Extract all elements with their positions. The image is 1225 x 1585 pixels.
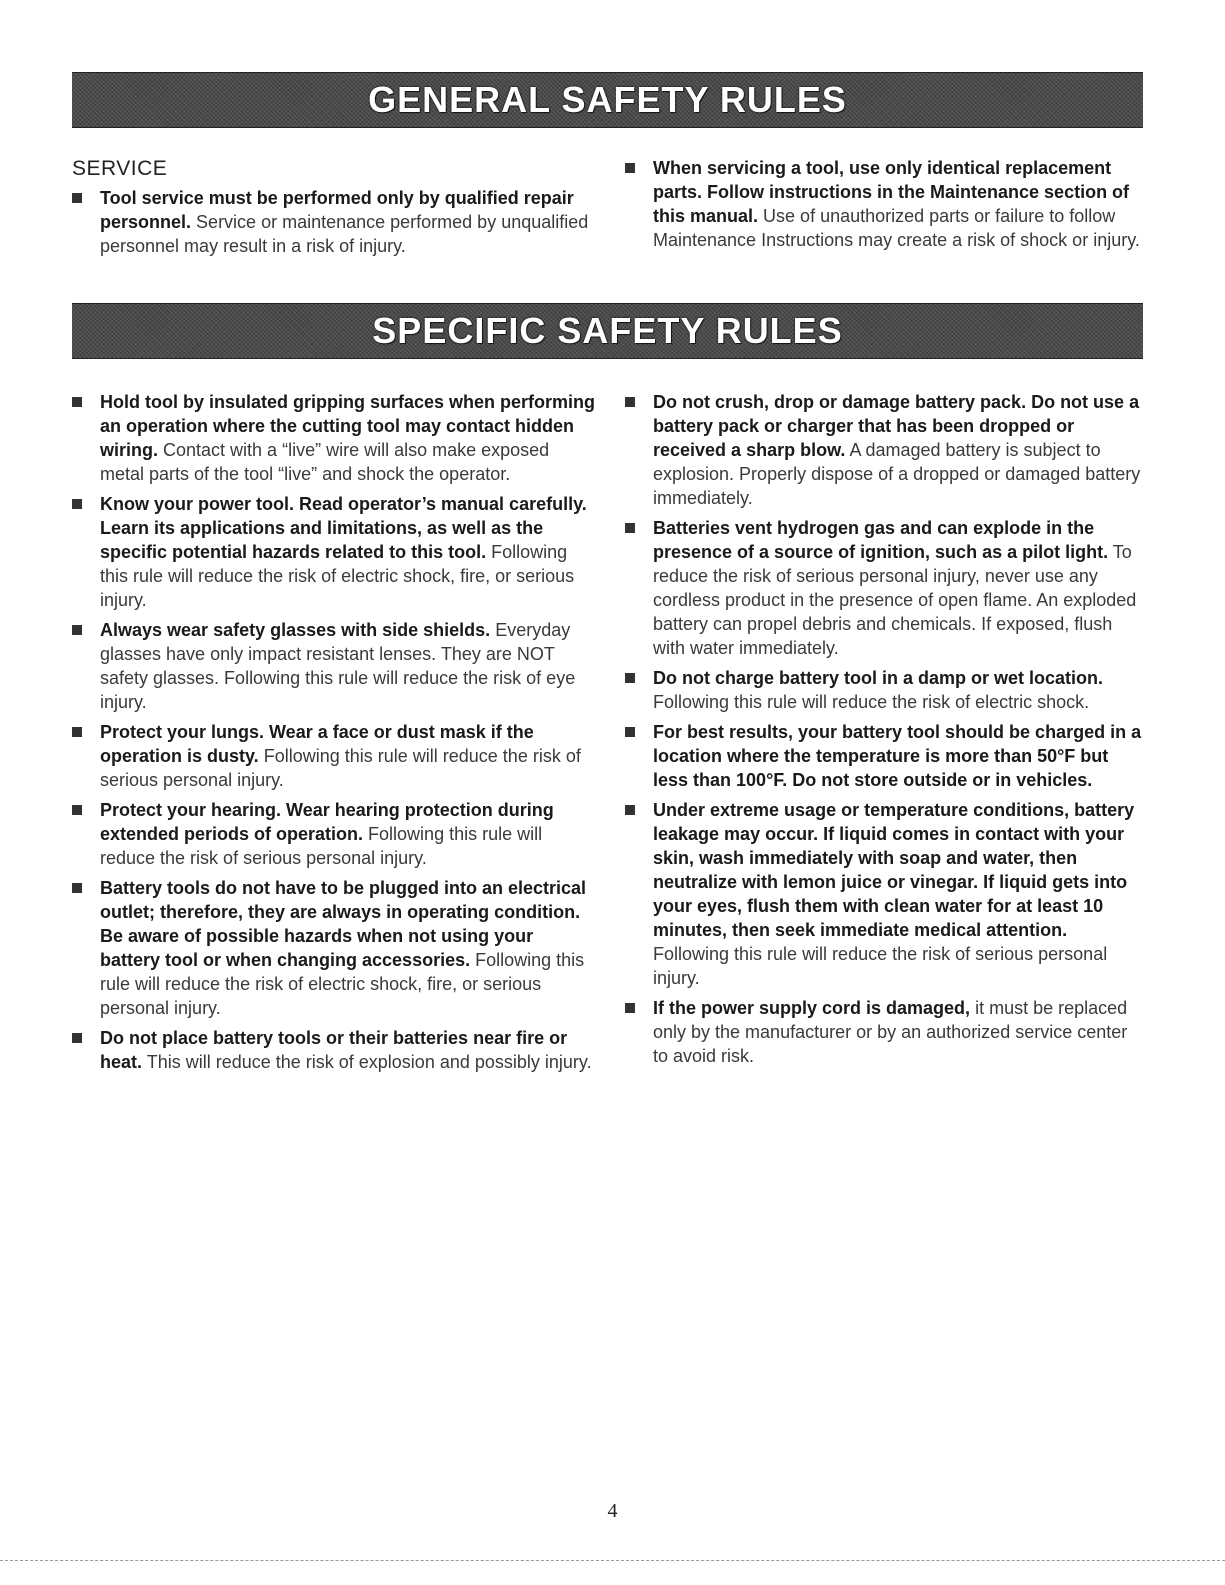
square-bullet-icon (625, 727, 635, 737)
rule-bold-text: Always wear safety glasses with side shields. (100, 620, 491, 640)
rule-body-text: Following this rule will reduce the risk of serious personal injury. (653, 944, 1108, 988)
rule-item (625, 516, 1145, 660)
rule-item (72, 876, 597, 1020)
rule-bold-text: Do not place battery tools or their batteries near fire or heat. (100, 1028, 568, 1072)
square-bullet-icon (72, 397, 82, 407)
rule-bold-text: When servicing a tool, use only identical replacement parts. Follow instructions in the Maintenance section of this manual. (653, 158, 1130, 226)
square-bullet-icon (72, 883, 82, 893)
square-bullet-icon (625, 805, 635, 815)
rule-item (72, 1026, 597, 1074)
rule-item (625, 156, 1145, 252)
specific-safety-rules-banner (72, 303, 1143, 359)
rule-bold-text: Under extreme usage or temperature conditions, battery leakage may occur. If liquid comes in contact with your skin, wash immediately with soap and water, then neutralize with lemon juice or vinegar. If liquid gets into your eyes, flush them with clean water for at least 10 minutes, then seek immediate medical attention. (653, 800, 1135, 940)
specific-rules-left (72, 390, 597, 1074)
square-bullet-icon (72, 625, 82, 635)
rule-item (72, 390, 597, 486)
square-bullet-icon (72, 805, 82, 815)
rule-body-text: This will reduce the risk of explosion and possibly injury. (146, 1052, 592, 1072)
service-column-left (72, 156, 597, 264)
rule-bold-text: Protect your hearing. Wear hearing protection during extended periods of operation. (100, 800, 554, 844)
rule-bold-text: Tool service must be performed only by qualified repair personnel. (100, 188, 574, 232)
rule-item (625, 720, 1145, 792)
service-rules-left (72, 186, 597, 258)
rule-item (625, 390, 1145, 510)
specific-rules-column-left (72, 390, 597, 1080)
square-bullet-icon (625, 1003, 635, 1013)
service-rules-right (625, 156, 1145, 252)
rule-bold-text: Batteries vent hydrogen gas and can explode in the presence of a source of ignition, such as a pilot light. (653, 518, 1109, 562)
rule-body-text: Use of unauthorized parts or failure to follow Maintenance Instructions may create a risk of shock or injury. (653, 206, 1140, 250)
rule-body-text: To reduce the risk of serious personal injury, never use any cordless product in the presence of open flame. An exploded battery can propel debris and chemicals. If exposed, flush with water immediately. (653, 542, 1137, 658)
rule-item (625, 798, 1145, 990)
rule-body-text: Following this rule will reduce the risk of serious personal injury. (100, 746, 581, 790)
rule-body-text: Following this rule will reduce the risk of electric shock. (653, 692, 1090, 712)
rule-body-text: it must be replaced only by the manufacturer or by an authorized service center to avoid risk. (653, 998, 1128, 1066)
rule-body-text: Following this rule will reduce the risk of serious personal injury. (100, 824, 543, 868)
rule-bold-text: If the power supply cord is damaged, (653, 998, 971, 1018)
specific-rules-column-right (625, 390, 1145, 1074)
rule-item (72, 492, 597, 612)
rule-body-text: Contact with a “live” wire will also make exposed metal parts of the tool “live” and shock the operator. (100, 440, 550, 484)
square-bullet-icon (72, 727, 82, 737)
general-safety-rules-title: GENERAL SAFETY RULES (368, 79, 847, 120)
square-bullet-icon (72, 193, 82, 203)
page-number: 4 (607, 1500, 618, 1522)
rule-body-text: Following this rule will reduce the risk of electric shock, fire, or serious personal injury. (100, 950, 585, 1018)
rule-item (72, 720, 597, 792)
rule-bold-text: Protect your lungs. Wear a face or dust mask if the operation is dusty. (100, 722, 534, 766)
square-bullet-icon (625, 163, 635, 173)
square-bullet-icon (625, 673, 635, 683)
rule-body-text: A damaged battery is subject to explosion. Properly dispose of a dropped or damaged battery immediately. (653, 440, 1141, 508)
square-bullet-icon (72, 1033, 82, 1043)
rule-bold-text: Do not charge battery tool in a damp or wet location. (653, 668, 1104, 688)
rule-bold-text: Battery tools do not have to be plugged into an electrical outlet; therefore, they are always in operating condition. Be aware of possible hazards when not using your battery tool or when changing accessories. (100, 878, 587, 970)
specific-rules-right (625, 390, 1145, 1068)
rule-bold-text: Know your power tool. Read operator’s manual carefully. Learn its applications and limitations, as well as the specific potential hazards related to this tool. (100, 494, 587, 562)
rule-body-text: Everyday glasses have only impact resistant lenses. They are NOT safety glasses. Following this rule will reduce the risk of eye injury. (100, 620, 576, 712)
rule-bold-text: Do not crush, drop or damage battery pack. Do not use a battery pack or charger that has been dropped or received a sharp blow. (653, 392, 1140, 460)
rule-item (625, 666, 1145, 714)
square-bullet-icon (625, 523, 635, 533)
rule-item (72, 186, 597, 258)
square-bullet-icon (72, 499, 82, 509)
service-heading: SERVICE (72, 157, 168, 180)
rule-item (72, 618, 597, 714)
rule-item (72, 798, 597, 870)
rule-item (625, 996, 1145, 1068)
square-bullet-icon (625, 397, 635, 407)
general-safety-rules-banner (72, 72, 1143, 128)
rule-bold-text: For best results, your battery tool should be charged in a location where the temperature is more than 50°F but less than 100°F. Do not store outside or in vehicles. (653, 722, 1142, 790)
bottom-divider (0, 1560, 1225, 1561)
rule-bold-text: Hold tool by insulated gripping surfaces when performing an operation where the cutting tool may contact hidden wiring. (100, 392, 596, 460)
rule-body-text: Service or maintenance performed by unqualified personnel may result in a risk of injury. (100, 212, 589, 256)
service-column-right (625, 156, 1145, 258)
rule-body-text: Following this rule will reduce the risk of electric shock, fire, or serious injury. (100, 542, 575, 610)
specific-safety-rules-title: SPECIFIC SAFETY RULES (372, 310, 843, 351)
